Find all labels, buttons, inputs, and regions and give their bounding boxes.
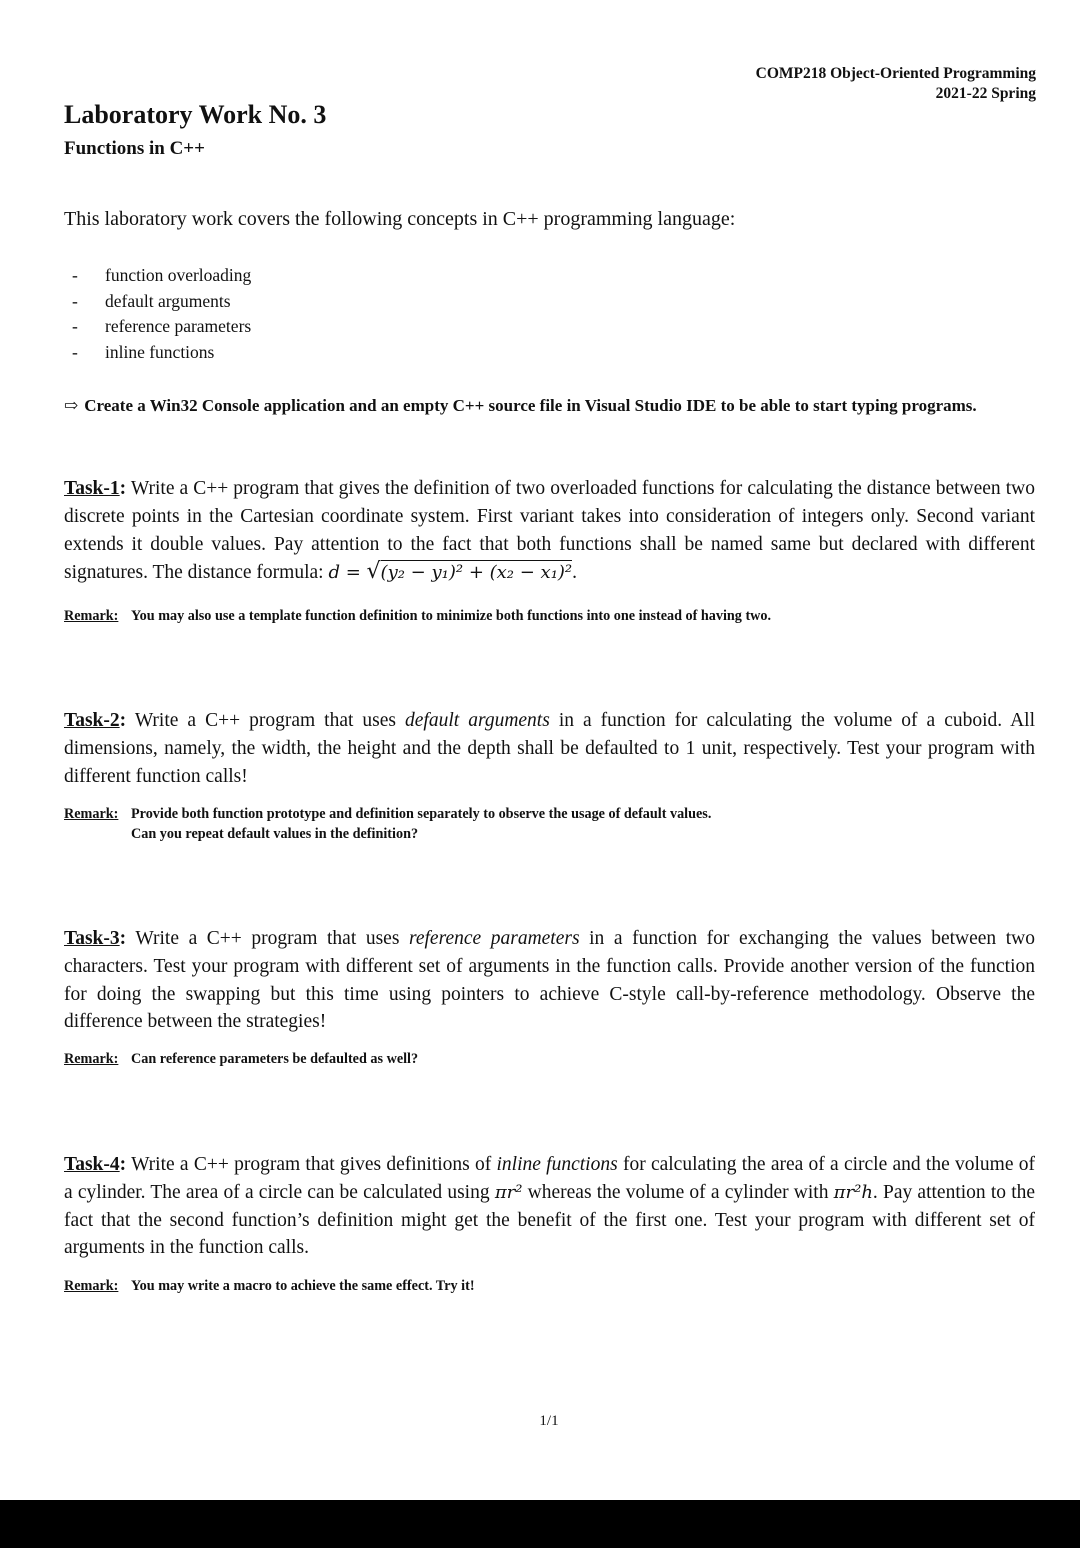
volume-formula: πr²h (833, 1181, 873, 1203)
task-2-emphasis: default arguments (405, 710, 550, 731)
task-3-remark: Remark: Can reference parameters be defaulted as well? (64, 1051, 419, 1067)
task-1-label: Task-1 (64, 478, 120, 499)
arrow-right-icon: ⇨ (64, 396, 79, 415)
course-header (756, 64, 1036, 104)
concept-list (64, 263, 251, 365)
sqrt-icon: √ (366, 559, 381, 585)
task-4-remark: Remark: You may write a macro to achieve the same effect. Try it! (64, 1278, 475, 1294)
task-4-label: Task-4 (64, 1154, 120, 1175)
task-4-emphasis: inline functions (496, 1154, 618, 1175)
task-3-emphasis: reference parameters (408, 928, 580, 949)
course-name: COMP218 Object-Oriented Programming (755, 65, 1036, 82)
task-3-label: Task-3 (64, 928, 120, 949)
list-item: - default arguments (72, 290, 231, 311)
task-1-text: Write a C++ program that gives the definition of two overloaded functions for calculating the distance between two discrete points in the Cartesian coordinate system. First variant takes into consideration of integers only. Second variant extends it double values. Pay attention to the fact that both functions shall be named same but declared with different signatures. The distance formula: (64, 478, 1035, 584)
list-item: - reference parameters (72, 316, 252, 336)
area-formula: πr² (494, 1181, 523, 1203)
page-number: 1/1 (539, 1413, 559, 1429)
task-3: Task-3: Write a C++ program that uses reference parameters in a function for exchanging the values between two characters. Test your program with different set of arguments in the function calls. Provide another version of the function for doing the swapping but this time using pointers to achieve C-style call-by-reference methodology. Observe the difference between the strategies! (64, 928, 1036, 1033)
task-2: Task-2: Write a C++ program that uses default arguments in a function for calculating the volume of a cuboid. All dimensions, namely, the width, the height and the depth shall be defaulted to 1 unit, respectively. Test your program with different function calls! (64, 710, 1035, 787)
list-item: - inline functions (72, 341, 215, 362)
lab-subtitle: Functions in C++ (64, 138, 205, 159)
setup-note: ⇨ Create a Win32 Console application and an empty C++ source file in Visual Studio IDE to be able to start typing programs. (64, 396, 977, 415)
task-4: Task-4: Write a C++ program that gives definitions of inline functions for calculating the area of a circle and the volume of a cylinder. The area of a circle can be calculated using πr² whereas the volume of a cylinder with πr²h. Pay attention to the fact that the second function’s definition might get the benefit of the first one. Test your program with different set of arguments in the function calls. (64, 1154, 1036, 1259)
intro-text: This laboratory work covers the following concepts in C++ programming language: (64, 208, 736, 230)
course-term: 2021-22 Spring (935, 85, 1036, 102)
list-item: - function overloading (72, 265, 252, 285)
task-1-remark: Remark: You may also use a template function definition to minimize both functions into one instead of having two. (64, 608, 772, 624)
bottom-bar (0, 1500, 1080, 1548)
lab-title: Laboratory Work No. 3 (64, 100, 327, 129)
task-2-remark: Remark: Provide both function prototype and definition separately to observe the usage of default values. Can you repeat default values in the definition? (64, 806, 712, 842)
distance-formula: d = √(y₂ − y₁)² + (x₂ − x₁)² (328, 559, 573, 585)
task-1: Task-1: Write a C++ program that gives the definition of two overloaded functions for calculating the distance between two discrete points in the Cartesian coordinate system. First variant takes into consideration of integers only. Second variant extends it double values. Pay attention to the fact that both functions shall be named same but declared with different signatures. The distance formula: d = √(y₂ − y₁)² + (x₂ − x₁)². (64, 478, 1035, 585)
task-2-label: Task-2 (64, 710, 120, 731)
